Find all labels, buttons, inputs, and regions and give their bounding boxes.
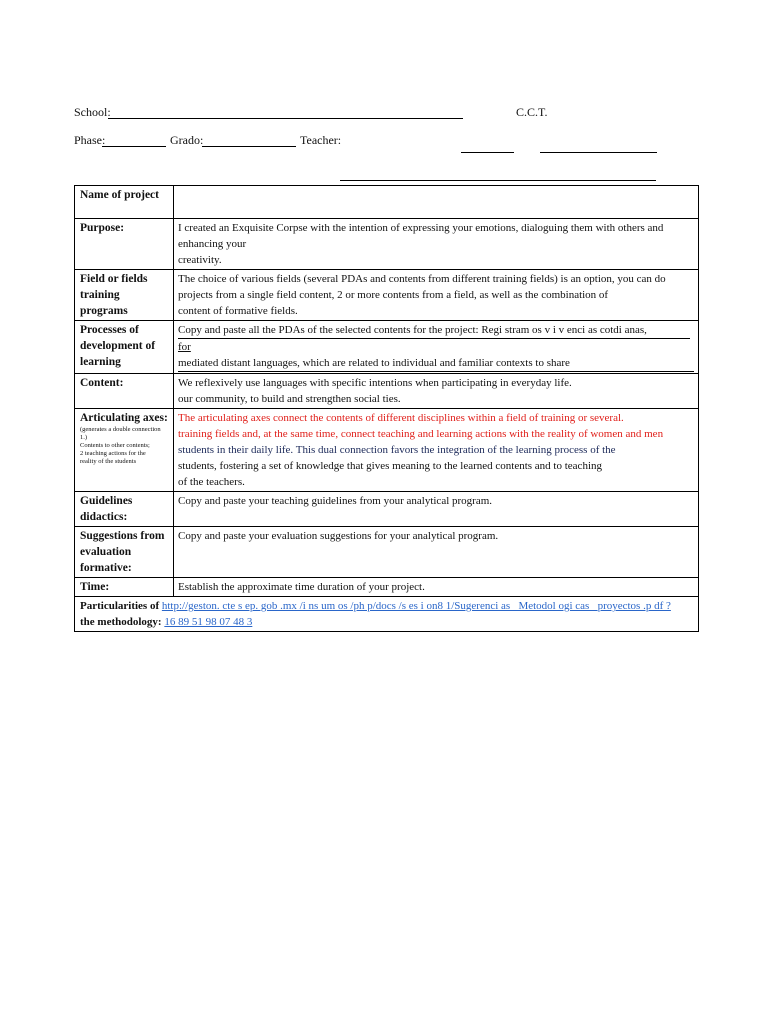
fields-line: projects from a single field content, 2 or more contents from a field, as well as the combination of — [178, 289, 609, 301]
methodology-link[interactable]: ://geston. cte s ep. gob .mx /i ns um os /ph p/docs /s es i on8 1/Sugerenci as _Metodol ogi cas _proyectos .p df ? — [179, 600, 671, 612]
purpose-value — [174, 219, 699, 270]
processes-line: mediated distant languages, which are related to individual and familiar contexts to share — [178, 355, 694, 372]
axes-value — [174, 409, 699, 492]
phase-underline — [102, 146, 166, 147]
content-label: Content: — [75, 374, 174, 409]
axes-label-cell — [75, 409, 174, 492]
axes-line: of the teachers. — [178, 476, 245, 488]
grado-underline — [202, 146, 296, 147]
content-line: We reflexively use languages with specific intentions when participating in everyday life. — [178, 377, 572, 389]
school-label: School: — [74, 105, 111, 119]
row-axes — [75, 409, 699, 492]
guidelines-value: Copy and paste your teaching guidelines from your analytical program. — [174, 492, 699, 527]
processes-value — [174, 321, 699, 374]
fields-value — [174, 270, 699, 321]
axes-line-red: training fields and, at the same time, connect teaching and learning actions with the reality of women and men — [178, 428, 664, 440]
row-suggestions — [75, 527, 699, 578]
fields-label: Field or fields training programs — [75, 270, 174, 321]
purpose-label: Purpose: — [75, 219, 174, 270]
teacher-underline-3 — [340, 180, 656, 181]
suggestions-value: Copy and paste your evaluation suggestions for your analytical program. — [174, 527, 699, 578]
purpose-line: creativity. — [178, 254, 222, 266]
fields-line: content of formative fields. — [178, 305, 298, 317]
row-guidelines — [75, 492, 699, 527]
axes-line-red: The articulating axes connect the contents of different disciplines within a field of training or several. — [178, 412, 624, 424]
fields-line: The choice of various fields (several PDAs and contents from different training fields) is an option, you can do — [178, 273, 666, 285]
phase-label: Phase: — [74, 133, 106, 147]
time-value: Establish the approximate time duration of your project. — [174, 578, 699, 597]
teacher-label: Teacher: — [300, 133, 342, 147]
particularities-label-2: the methodology: — [80, 616, 162, 628]
methodology-link-number[interactable]: 16 89 51 98 07 48 3 — [164, 616, 253, 628]
purpose-line: I created an Exquisite Corpse with the intention of expressing your emotions, dialoguing them with others and enhancing your — [178, 222, 664, 250]
name-value — [174, 186, 699, 219]
row-particularities — [75, 597, 699, 632]
row-time — [75, 578, 699, 597]
axes-note-line: (generates a double connection 1.) — [80, 426, 161, 441]
content-value — [174, 374, 699, 409]
axes-line: students, fostering a set of knowledge that gives meaning to the learned contents and to teaching — [178, 460, 602, 472]
processes-label: Processes of development of learning — [75, 321, 174, 374]
methodology-link-prefix[interactable]: http — [161, 600, 179, 612]
axes-line-blue: students in their daily life. This dual connection favors the integration of the learning process of the — [178, 444, 616, 456]
row-name — [75, 186, 699, 219]
guidelines-label: Guidelines didactics: — [75, 492, 174, 527]
teacher-underline-2 — [540, 152, 657, 153]
row-processes — [75, 321, 699, 374]
cct-label: C.C.T. — [516, 105, 548, 119]
processes-line: Copy and paste all the PDAs of the selected contents for the project: Regi stram os v i v enci as cotdi anas, — [178, 322, 690, 339]
suggestions-label: Suggestions from evaluation formative: — [75, 527, 174, 578]
content-line: our community, to build and strengthen social ties. — [178, 393, 401, 405]
name-label: Name of project — [75, 186, 174, 219]
school-underline — [108, 118, 463, 119]
row-purpose — [75, 219, 699, 270]
particularities-line-2 — [80, 614, 694, 630]
time-label: Time: — [75, 578, 174, 597]
particularities-cell — [75, 597, 699, 632]
row-fields — [75, 270, 699, 321]
axes-label: Articulating axes: — [80, 412, 168, 424]
row-content — [75, 374, 699, 409]
teacher-underline-1 — [461, 152, 514, 153]
axes-note-line: 2 teaching actions for the — [80, 450, 146, 457]
grado-label: Grado: — [170, 133, 204, 147]
project-table — [74, 185, 699, 632]
axes-note-line: Contents to other contents; — [80, 442, 150, 449]
particularities-label-1: Particularities of — [80, 600, 160, 612]
particularities-line-1 — [80, 598, 694, 614]
processes-line: for — [178, 341, 191, 353]
axes-note-line: reality of the students — [80, 458, 137, 465]
